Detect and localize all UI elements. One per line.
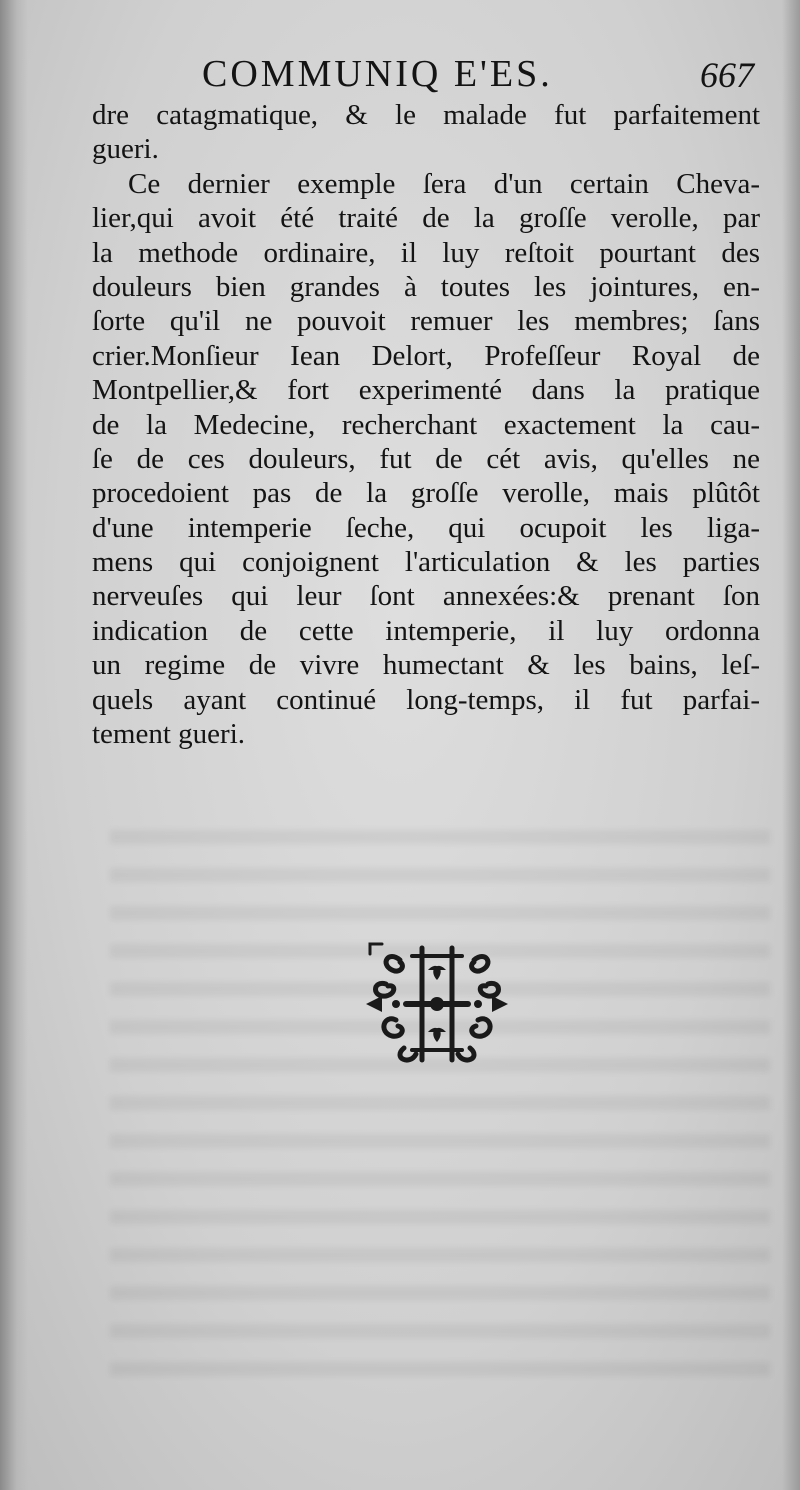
text-line: Ce dernier exemple ſera d'un certain Cheva- (128, 167, 760, 200)
page-gutter-shadow (0, 0, 28, 1490)
text-line: la methode ordinaire, il luy reſtoit pourtant des (92, 236, 760, 269)
text-line: lier,qui avoit été traité de la groſſe verolle, par (92, 202, 760, 235)
text-line: douleurs bien grandes à toutes les jointures, en- (92, 270, 760, 303)
text-line: quels ayant continué long-temps, il fut parfai- (92, 683, 760, 716)
text-line: crier.Monſieur Iean Delort, Profeſſeur Royal de (92, 339, 760, 372)
body-text (92, 98, 760, 751)
text-line: nerveuſes qui leur ſont annexées:& prenant ſon (92, 580, 760, 613)
page-header (92, 52, 760, 100)
fleuron-ornament-icon (366, 940, 508, 1068)
page-number: 667 (700, 55, 754, 95)
text-line: ſorte qu'il ne pouvoit remuer les membres; ſans (92, 305, 760, 338)
text-line: de la Medecine, recherchant exactement la cau- (92, 408, 760, 441)
text-line: ſe de ces douleurs, fut de cét avis, qu'elles ne (92, 442, 760, 475)
text-line: un regime de vivre humectant & les bains, leſ- (92, 649, 760, 682)
text-line: procedoient pas de la groſſe verolle, mais plûtôt (92, 477, 760, 510)
text-line: Montpellier,& fort experimenté dans la pratique (92, 374, 760, 407)
text-line: d'une intemperie ſeche, qui ocupoit les liga- (92, 511, 760, 544)
text-line: mens qui conjoignent l'articulation & les parties (92, 546, 760, 579)
text-line: dre catagmatique, & le malade fut parfaitement (92, 99, 760, 131)
page-edge-shadow (782, 0, 800, 1490)
text-line: indication de cette intemperie, il luy ordonna (92, 614, 760, 647)
text-line: tement gueri. (92, 718, 246, 751)
text-line: gueri. (92, 133, 159, 166)
show-through-text (110, 830, 770, 1390)
running-title: COMMUNIQ E'ES. (202, 53, 553, 95)
